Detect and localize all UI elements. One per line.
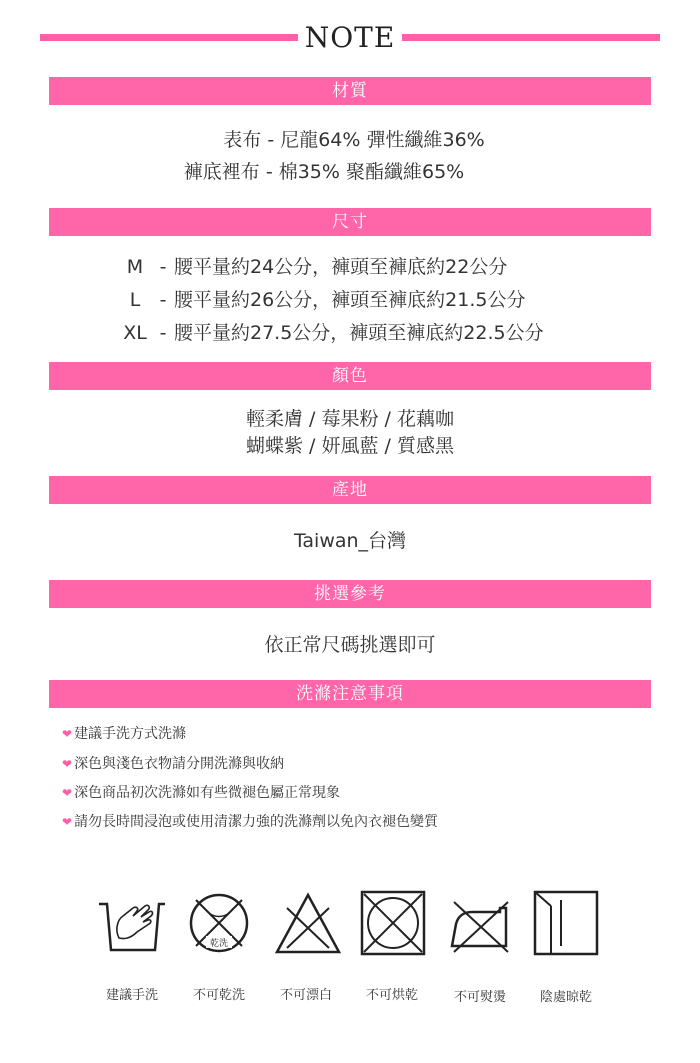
- dry-clean-text: 乾洗: [209, 939, 229, 949]
- no-dry-clean-label: 不可乾洗: [192, 988, 245, 1003]
- care-item-text: 深色與淺色衣物請分開洗滌與收納: [74, 756, 285, 772]
- size-desc: 腰平量約27.5公分，褲頭至褲底約22.5公分: [174, 322, 544, 344]
- heart-icon: ❤: [62, 786, 73, 800]
- size-dash: -: [159, 289, 167, 311]
- material-header: 材質: [49, 77, 651, 105]
- origin-header: 產地: [49, 476, 651, 504]
- size-desc: 腰平量約26公分，褲頭至褲底約21.5公分: [174, 289, 526, 311]
- size-label: XL: [123, 322, 147, 344]
- size-desc: 腰平量約24公分，褲頭至褲底約22公分: [174, 256, 508, 278]
- no-tumble-dry-label: 不可烘乾: [365, 988, 418, 1003]
- color-header: 顏色: [49, 362, 651, 390]
- note-title: NOTE: [304, 21, 396, 54]
- care-item: [62, 783, 340, 803]
- hand-wash-label: 建議手洗: [105, 988, 158, 1003]
- shade-dry-label: 陰處晾乾: [539, 990, 592, 1005]
- no-bleach-label: 不可漂白: [279, 988, 332, 1003]
- material-line-lining: 褲底裡布 - 棉35% 聚酯纖維65%: [183, 161, 465, 183]
- material-line-outer: 表布 - 尼龍64% 彈性纖維36%: [223, 129, 485, 151]
- no-dry-clean-icon: [184, 890, 254, 956]
- origin-text: Taiwan_台灣: [293, 530, 407, 552]
- size-dash: -: [159, 322, 167, 344]
- size-dash: -: [159, 256, 167, 278]
- heart-icon: ❤: [62, 727, 73, 741]
- care-header: 洗滌注意事項: [49, 680, 651, 708]
- no-bleach-icon: [273, 890, 343, 956]
- care-item-text: 深色商品初次洗滌如有些微褪色屬正常現象: [74, 785, 341, 801]
- no-tumble-dry-icon: [358, 890, 428, 956]
- fit-header: 挑選參考: [49, 580, 651, 608]
- no-iron-icon: [446, 890, 516, 956]
- color-line-2: 蝴蝶紫 / 妍風藍 / 質感黑: [246, 435, 454, 457]
- care-item-text: 請勿長時間浸泡或使用清潔力強的洗滌劑以免內衣褪色變質: [74, 814, 439, 830]
- heart-icon: ❤: [62, 815, 73, 829]
- fit-text: 依正常尺碼挑選即可: [264, 634, 436, 656]
- care-item: [62, 754, 284, 774]
- note-divider-right: [402, 34, 660, 41]
- care-item: [62, 812, 438, 832]
- size-label: M: [126, 256, 144, 278]
- shade-dry-icon: [531, 890, 601, 956]
- size-header: 尺寸: [49, 208, 651, 236]
- size-row-xl: [118, 320, 618, 346]
- care-item: [62, 724, 186, 744]
- size-row-l: [118, 287, 618, 313]
- note-divider-left: [40, 34, 298, 41]
- no-iron-label: 不可熨燙: [453, 990, 506, 1005]
- care-item-text: 建議手洗方式洗滌: [74, 726, 187, 742]
- heart-icon: ❤: [62, 757, 73, 771]
- hand-wash-icon: [97, 890, 167, 956]
- color-line-1: 輕柔膚 / 莓果粉 / 花藕咖: [246, 408, 454, 430]
- size-row-m: [118, 254, 618, 280]
- size-label: L: [129, 289, 141, 311]
